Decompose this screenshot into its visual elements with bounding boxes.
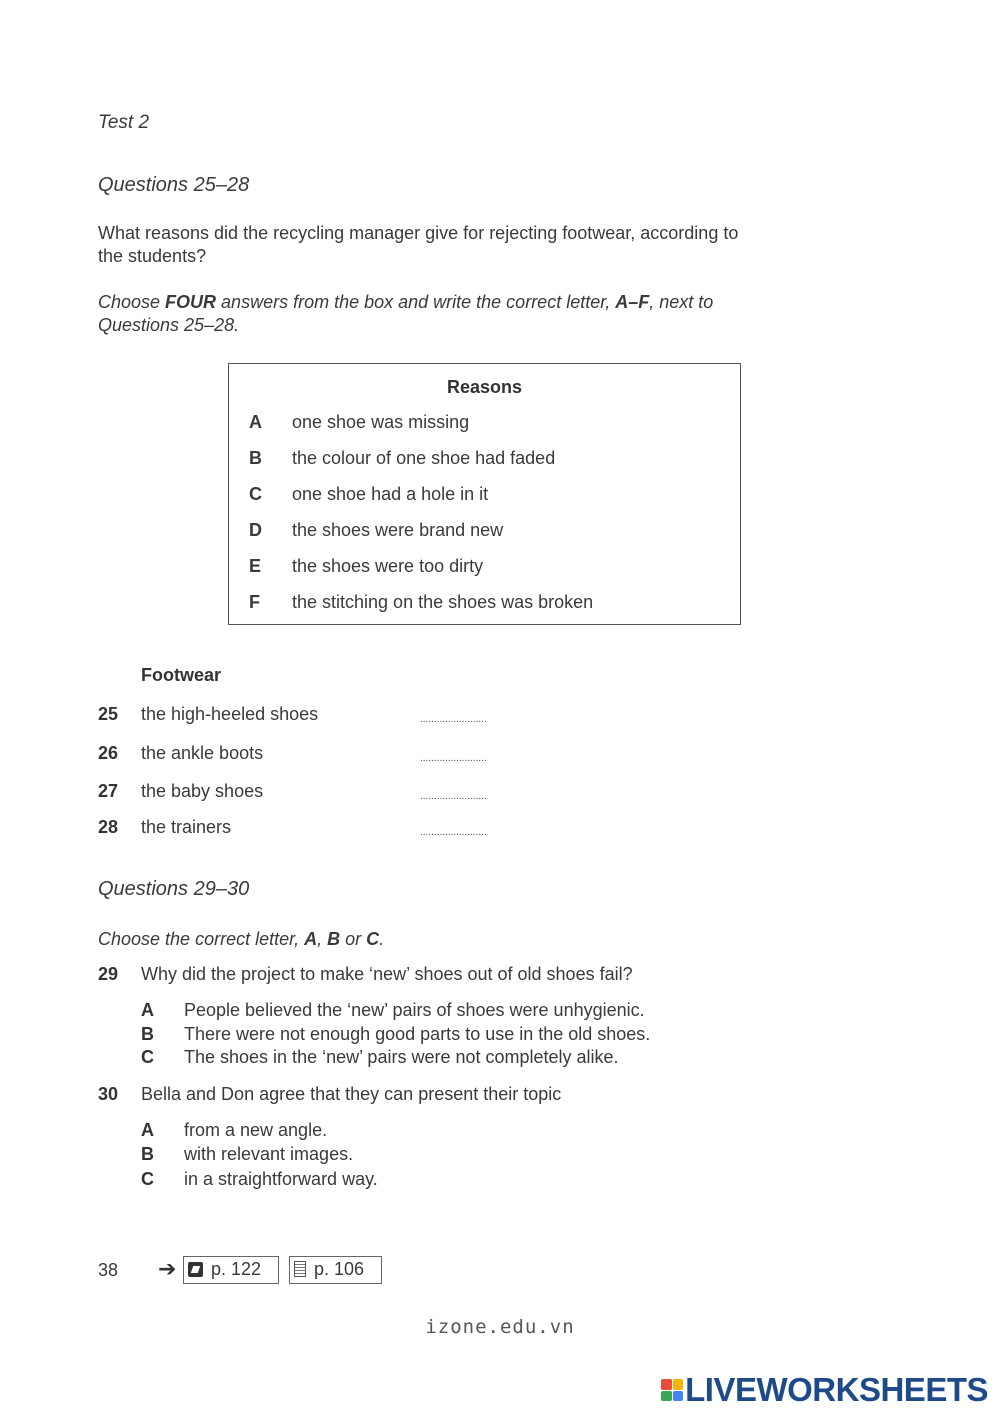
answer-blank-27[interactable]: ........................ (420, 791, 487, 802)
page-number: 38 (98, 1260, 119, 1280)
reason-text: the colour of one shoe had faded (292, 448, 556, 468)
q29-option-a-letter[interactable]: A (141, 1000, 154, 1020)
q30-option-c-text: in a straightforward way. (184, 1169, 378, 1189)
q29-option-c-letter[interactable]: C (141, 1047, 154, 1067)
q30-option-b-text: with relevant images. (184, 1144, 354, 1164)
q30-option-a-text: from a new angle. (184, 1120, 328, 1140)
question-number-25: 25 (98, 704, 119, 724)
question-number-28: 28 (98, 817, 119, 837)
reason-text: one shoe had a hole in it (292, 484, 489, 504)
reason-option-c (249, 484, 488, 505)
question-number-30: 30 (98, 1084, 119, 1104)
answer-key-icon (294, 1261, 306, 1277)
reason-option-a (249, 412, 469, 433)
q29-option-a-text: People believed the ‘new’ pairs of shoes were unhygienic. (184, 1000, 645, 1020)
arrow-right-icon: ➔ (158, 1256, 177, 1281)
questions-29-30-heading: Questions 29–30 (98, 878, 250, 900)
reason-letter: D (249, 520, 262, 540)
reason-letter: E (249, 556, 262, 576)
reason-letter: C (249, 484, 262, 504)
q30-option-c-letter[interactable]: C (141, 1169, 154, 1189)
q30-option-b-letter[interactable]: B (141, 1144, 154, 1164)
q29-option-b-letter[interactable]: B (141, 1024, 154, 1044)
question-29-text: Why did the project to make ‘new’ shoes out of old shoes fail? (141, 964, 633, 984)
reason-text: the shoes were brand new (292, 520, 504, 540)
footwear-item-28: the trainers (141, 817, 232, 837)
reasons-box (228, 363, 741, 625)
answer-blank-25[interactable]: ........................ (420, 714, 487, 725)
logo-grid-cell (661, 1379, 672, 1390)
question-prompt-line1: What reasons did the recycling manager give for rejecting footwear, according to (98, 223, 739, 243)
reason-option-e (249, 556, 483, 577)
instructions-line2: Questions 25–28. (98, 315, 240, 335)
section2-instructions: Choose the correct letter, A, B or C. (98, 929, 385, 949)
audio-script-icon (188, 1262, 203, 1277)
audio-script-page: p. 122 (211, 1259, 262, 1279)
q29-option-b-text: There were not enough good parts to use in the old shoes. (184, 1024, 651, 1044)
test-label: Test 2 (98, 112, 150, 133)
footwear-item-26: the ankle boots (141, 743, 264, 763)
reason-letter: B (249, 448, 262, 468)
reason-option-b (249, 448, 555, 469)
logo-grid-cell (673, 1391, 684, 1402)
reason-option-d (249, 520, 503, 541)
footwear-item-27: the baby shoes (141, 781, 264, 801)
question-number-26: 26 (98, 743, 119, 763)
logo-grid-icon (661, 1379, 683, 1401)
website-url: izone.edu.vn (425, 1316, 575, 1338)
answer-key-page: p. 106 (314, 1259, 365, 1279)
questions-25-28-heading: Questions 25–28 (98, 174, 250, 196)
question-number-29: 29 (98, 964, 119, 984)
reason-letter: A (249, 412, 262, 432)
logo-grid-cell (661, 1391, 672, 1402)
reason-option-f (249, 592, 593, 613)
q29-option-c-text: The shoes in the ‘new’ pairs were not completely alike. (184, 1047, 619, 1067)
reason-text: one shoe was missing (292, 412, 470, 432)
reason-text: the shoes were too dirty (292, 556, 484, 576)
answer-key-reference[interactable] (289, 1256, 382, 1284)
q30-option-a-letter[interactable]: A (141, 1120, 154, 1140)
audio-script-reference[interactable] (183, 1256, 279, 1284)
answer-blank-28[interactable]: ........................ (420, 827, 487, 838)
question-30-text: Bella and Don agree that they can present their topic (141, 1084, 562, 1104)
reason-text: the stitching on the shoes was broken (292, 592, 594, 612)
liveworksheets-logo[interactable] (661, 1372, 988, 1408)
logo-grid-cell (673, 1379, 684, 1390)
reasons-title: Reasons (446, 377, 523, 397)
question-number-27: 27 (98, 781, 119, 801)
reason-letter: F (249, 592, 260, 612)
logo-text: LIVEWORKSHEETS (685, 1371, 988, 1408)
instructions-line1: Choose FOUR answers from the box and write the correct letter, A–F, next to (98, 292, 714, 312)
footwear-title: Footwear (141, 665, 222, 685)
footwear-item-25: the high-heeled shoes (141, 704, 319, 724)
question-prompt-line2: the students? (98, 246, 207, 266)
answer-blank-26[interactable]: ........................ (420, 753, 487, 764)
